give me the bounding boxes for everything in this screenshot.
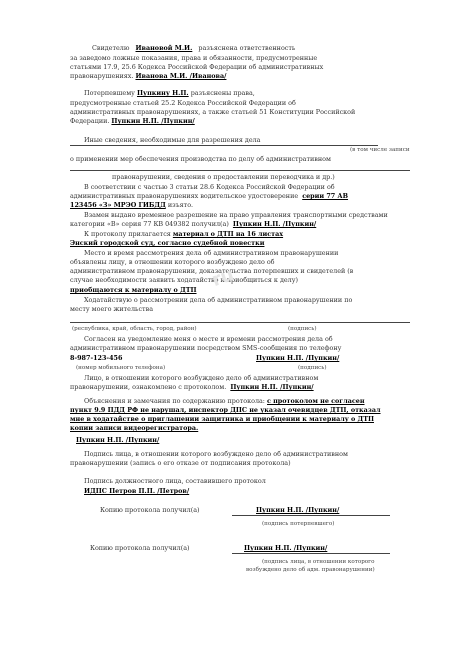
rule-line [70,145,378,146]
signature: ИДПС Петров П.П. /Петров/ [84,487,190,495]
text-line: административном правонарушении посредством SMS-сообщения по телефону [70,344,342,352]
text-line: Согласен на уведомление меня о месте и времени рассмотрения дела об [84,335,333,343]
text-line: Федерации. Пупкин Н.П. /Пупкин/ [70,117,195,125]
text-line: К протоколу прилагается материал о ДТП на 16 листах [84,230,284,238]
text-line: за заведомо ложные показания, права и обязанности, предусмотренные [70,54,318,62]
text-line: административных правонарушениях водительское удостоверение серии 77 АВ [70,192,349,200]
text-line: статьями 17.9, 25.6 Кодекса Российской Федерации об административных [70,63,324,71]
text-line: Подпись лица, в отношении которого возбуждено дело об административном [84,450,348,458]
text-line: Место и время рассмотрения дела об административном правонарушении [84,249,339,257]
text-line: правонарушении (запись о его отказе от подписания протокола) [70,459,291,467]
signature: Пупкин Н.П. /Пупкин/ [244,544,328,552]
text-line: Ходатайствую о рассмотрении дела об административном правонарушении по [84,296,353,304]
text-line: о применении мер обеспечения производства по делу об административном [70,155,331,163]
hint-text: (подпись) [298,365,327,371]
signature: Пупкин Н.П. /Пупкин/ [256,506,340,514]
text-line: административном правонарушении, доказательства потерпевших и свидетелей (в [70,267,354,275]
text-line: правонарушении, ознакомлено с протоколом. Пупкин Н.П. /Пупкин/ [70,383,314,391]
text-line: объявлены лицу, в отношении которого возбуждено дело об [70,258,275,266]
signature: Пупкин Н.П. /Пупкин/ [256,354,340,362]
text-line: предусмотренные статьей 25.2 Кодекса Российской Федерации об [70,99,296,107]
text-line: Иные сведения, необходимые для разрешения дела [84,136,261,144]
hint-text: (подпись лица, в отношении которого [262,559,375,565]
text-line: Энский городской суд, согласно судебной повестки [70,239,265,247]
signature: Пупкин Н.П. /Пупкин/ [76,436,160,444]
text-line: копии записи видеорегистратора. [70,424,199,432]
text-line: Потерпевшему Пупкину Н.П. разъяснены права, [84,89,255,97]
text-line: Подпись должностного лица, составившего протокол [84,477,266,485]
hint-text: возбуждено дело об адм. правонарушении) [246,567,375,573]
text-line: приобщаются к материалу о ДТП [70,286,197,294]
text-line: мне в ходатайстве о приглашении защитника и приобщении к материалу о ДТП [70,415,374,423]
text-line: Копию протокола получил(а) [100,506,200,514]
phone-number: 8-987-123-456 [70,354,123,362]
text-line: 123456 «З» МРЭО ГИБДД изъято. [70,201,194,209]
text-line: Свидетелю Ивановой М.И. разъяснена ответственность [92,44,296,52]
text-line: месту моего жительства [70,305,154,313]
hint-text: (подпись) [288,326,317,332]
rule-line [232,515,390,516]
hint-text: (подпись потерпевшего) [262,521,335,527]
text-line: категории «В» серия 77 КВ 049382 получил(а) Пупкин Н.П. /Пупкин/ [70,220,317,228]
text-line: случае необходимости заявить ходатайство и приобщиться к делу) [70,276,298,284]
text-line: Объяснения и замечания по содержанию протокола: с протоколом не согласен [84,397,365,405]
text-line: Лицо, в отношении которого возбуждено дело об административном [84,374,319,382]
hint-text: (республика, край, область, город, район) [72,326,197,332]
rule-line [232,553,390,554]
text-line: административных правонарушениях, а также статьей 51 Конституции Российской [70,108,356,116]
text-line: Взамен выдано временное разрешение на право управления транспортными средствами [84,211,388,219]
text-line: Копию протокола получил(а) [90,544,190,552]
rule-line [70,170,410,171]
text-line: пункт 9.9 ПДД РФ не нарушал, инспектор ДПС не указал очевидцев ДТП, отказал [70,406,381,414]
text-line: правонарушении, сведения о предоставлении переводчика и др.) [112,173,335,181]
hint-text: (номер мобильного телефона) [76,365,166,371]
hint-text: (в том числе записи [350,147,410,153]
watermark-text: ru [209,263,237,292]
text-line: В соответствии с частью 3 статьи 28.6 Кодекса Российской Федерации об [84,183,335,191]
text-line: правонарушениях. Иванова М.И. /Иванова/ [70,72,227,80]
rule-line [70,322,410,323]
